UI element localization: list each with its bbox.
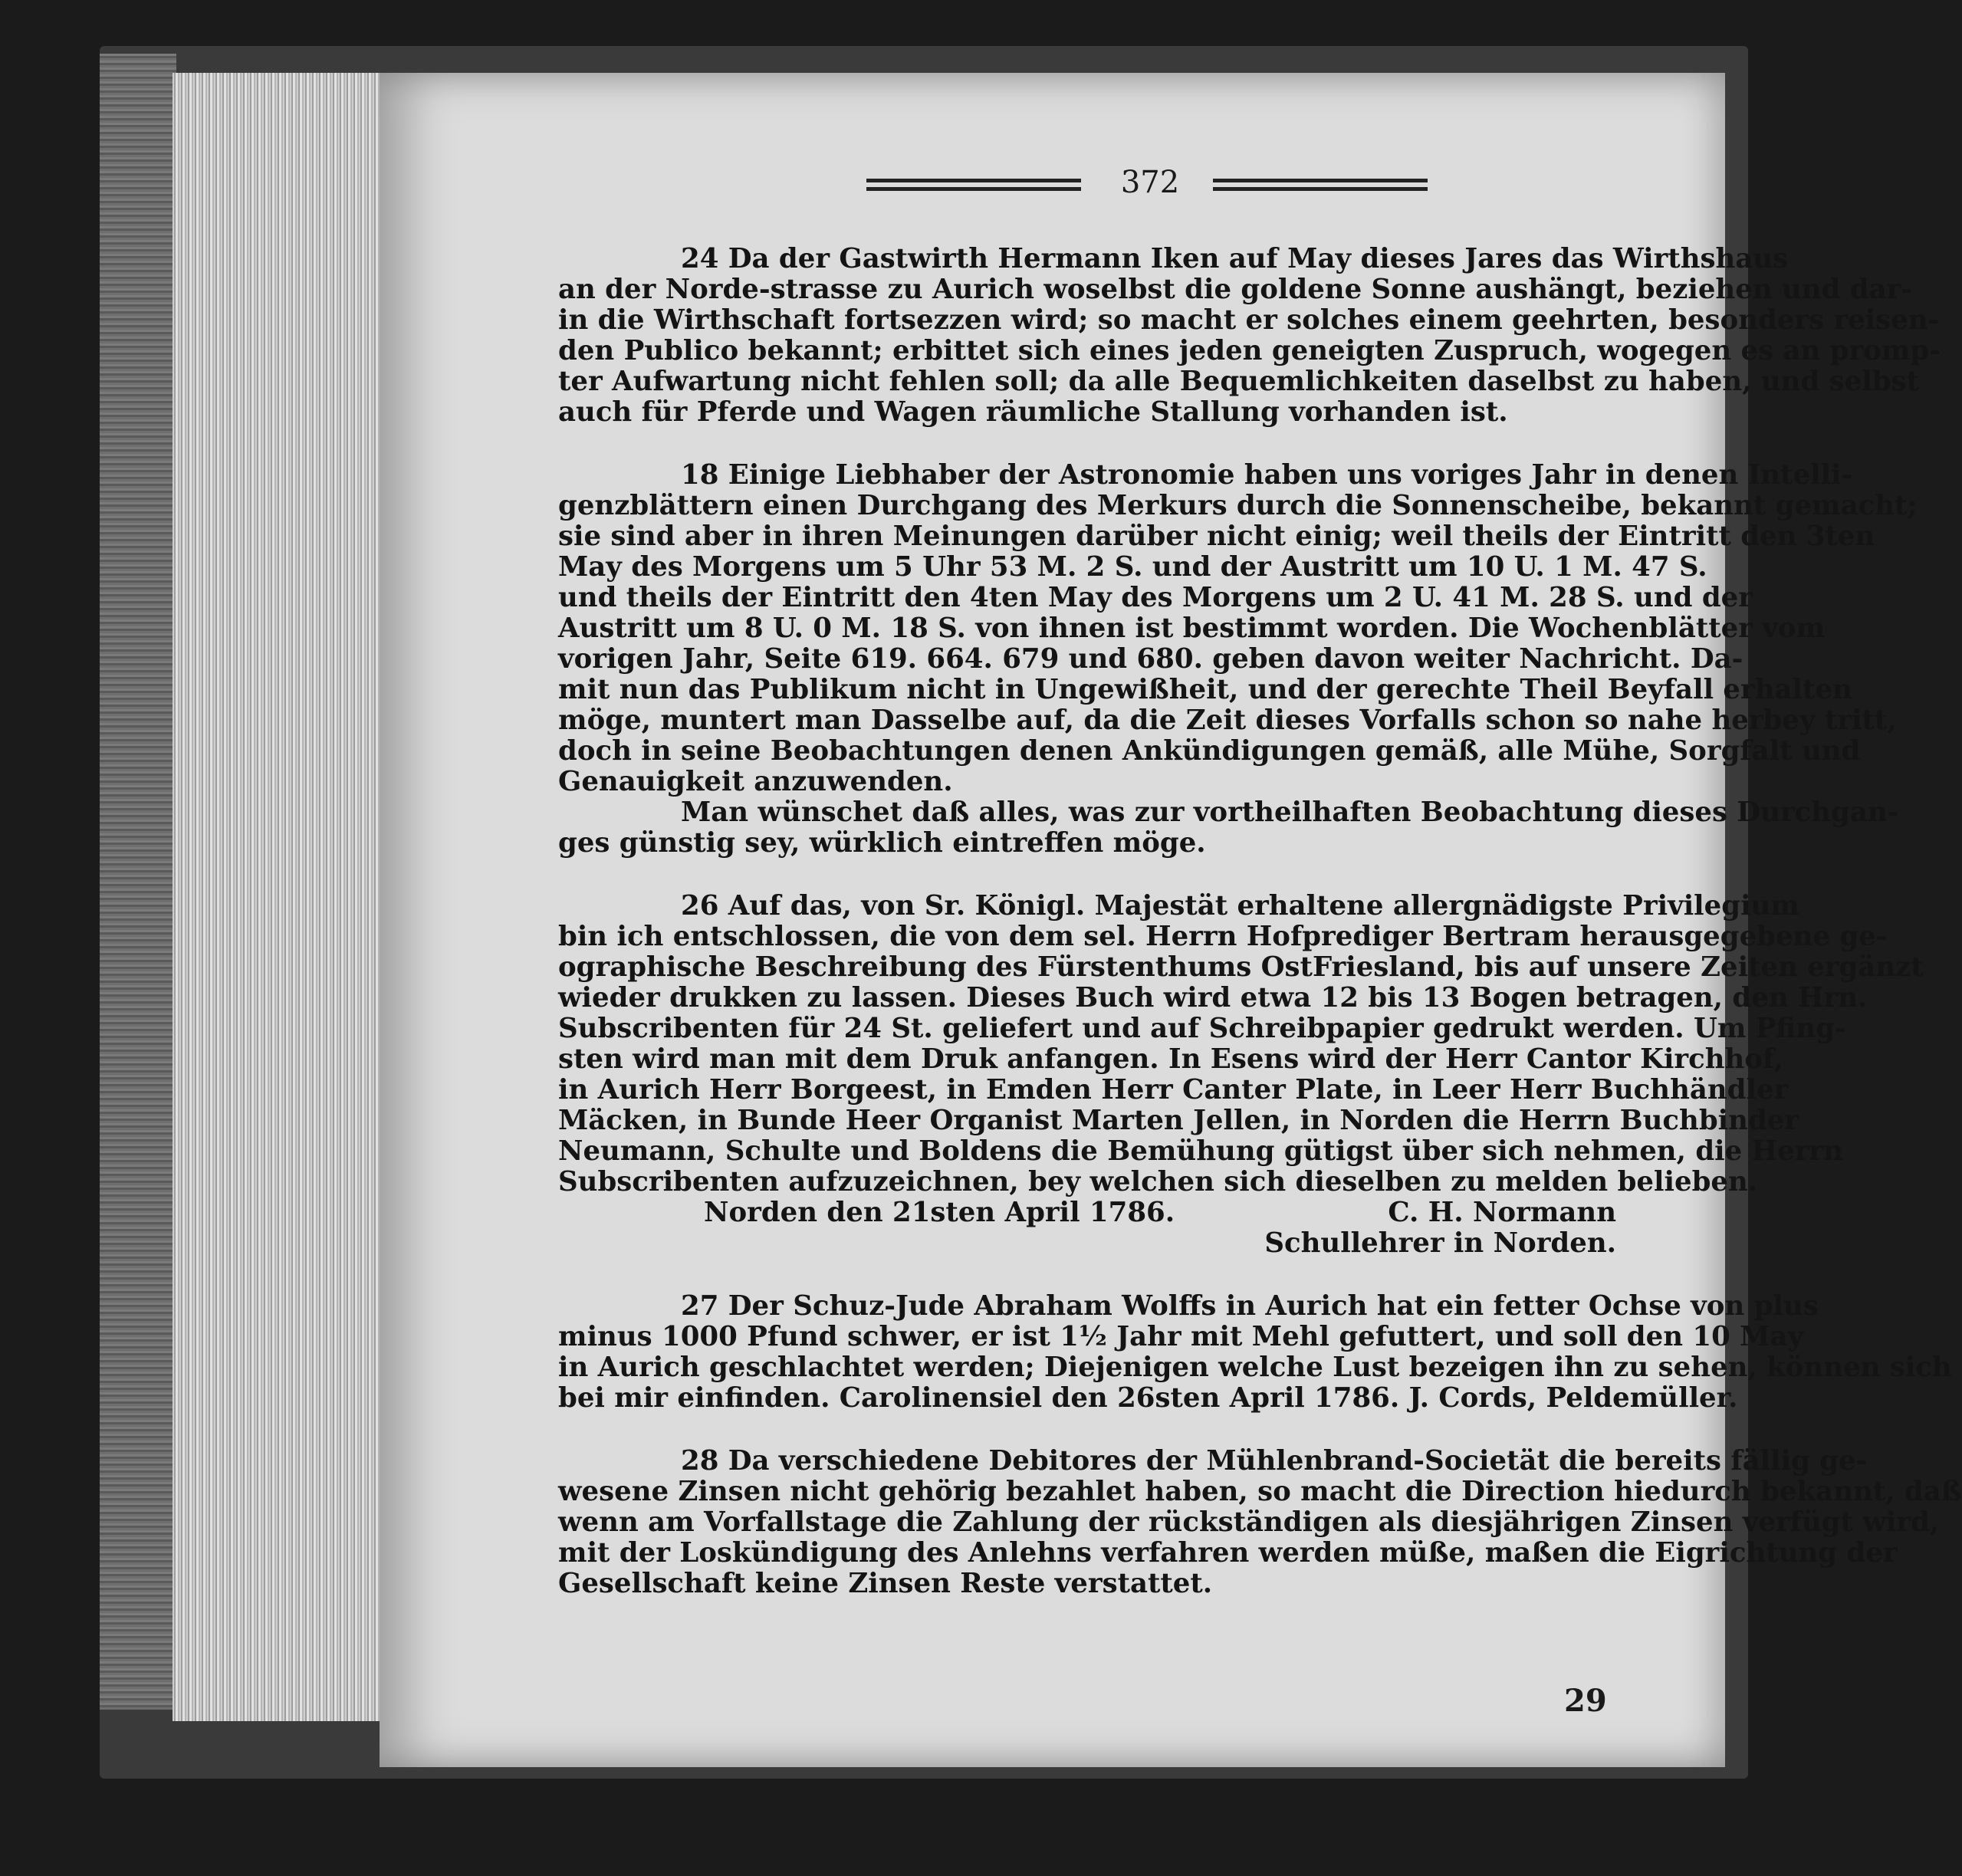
notice-line: wieder drukken zu lassen. Dieses Buch wird etwa 12 bis 13 Bogen betragen, den Hrn. [558, 982, 1868, 1014]
header-rule-right [1213, 179, 1428, 191]
signer-name: C. H. Normann [1388, 1197, 1616, 1228]
notice-line: sten wird man mit dem Druk anfangen. In Esens wird der Herr Cantor Kirchhof, [558, 1043, 1783, 1075]
notice-line: Mäcken, in Bunde Heer Organist Marten Jellen, in Norden die Herrn Buchbinder [558, 1105, 1799, 1136]
notice-line: 26 Auf das, von Sr. Königl. Majestät erhaltene allergnädigste Privilegium [681, 890, 1799, 922]
notice-line: an der Norde-strasse zu Aurich woselbst die goldene Sonne aushängt, beziehen und dar- [558, 274, 1913, 305]
notice-line: mit nun das Publikum nicht in Ungewißheit, und der gerechte Theil Beyfall erhalten [558, 674, 1852, 705]
signer-role: Schullehrer in Norden. [1264, 1227, 1616, 1259]
notice-line: vorigen Jahr, Seite 619. 664. 679 und 680. geben davon weiter Nachricht. Da- [558, 643, 1743, 675]
notice-line: doch in seine Beobachtungen denen Ankündigungen gemäß, alle Mühe, Sorgfalt und [558, 735, 1861, 767]
notice-line: auch für Pferde und Wagen räumliche Stallung vorhanden ist. [558, 396, 1508, 428]
notice-line: in Aurich geschlachtet werden; Diejenigen welche Lust bezeigen ihn zu sehen, können sich [558, 1352, 1952, 1383]
notice-28 [558, 1445, 1962, 1599]
header-rule-left [866, 179, 1081, 191]
notice-24 [558, 243, 1941, 428]
notice-line: ographische Beschreibung des Fürstenthums OstFriesland, bis auf unsere Zeiten ergänzt [558, 951, 1924, 983]
page-stack [173, 73, 380, 1721]
notice-line: mit der Loskündigung des Anlehns verfahren werden müße, maßen die Eigrichtung der [558, 1537, 1898, 1569]
notice-line: Subscribenten aufzuzeichnen, bey welchen sich dieselben zu melden belieben. [558, 1166, 1758, 1198]
page-header [859, 165, 1441, 203]
notice-line: ter Aufwartung nicht fehlen soll; da alle Bequemlichkeiten daselbst zu haben, und selbst [558, 366, 1919, 397]
notice-line: Gesellschaft keine Zinsen Reste verstattet. [558, 1568, 1213, 1599]
notice-line: 28 Da verschiedene Debitores der Mühlenbrand-Societät die bereits fällig ge- [681, 1445, 1868, 1477]
notice-26 [558, 890, 1924, 1259]
notice-line: May des Morgens um 5 Uhr 53 M. 2 S. und der Austritt um 10 U. 1 M. 47 S. [558, 551, 1707, 583]
notice-18 [558, 459, 1918, 859]
notice-line: in Aurich Herr Borgeest, in Emden Herr Canter Plate, in Leer Herr Buchhändler [558, 1074, 1789, 1106]
cover-edge [100, 54, 176, 1710]
notice-line: 18 Einige Liebhaber der Astronomie haben uns voriges Jahr in denen Intelli- [681, 459, 1853, 491]
notice-line: Genauigkeit anzuwenden. [558, 766, 953, 797]
notice-line: Subscribenten für 24 St. geliefert und auf Schreibpapier gedrukt werden. Um Pfing- [558, 1013, 1846, 1044]
signature-row [558, 1198, 1662, 1228]
notice-line: und theils der Eintritt den 4ten May des Morgens um 2 U. 41 M. 28 S. und der [558, 582, 1753, 613]
page-body [558, 243, 1962, 1599]
notice-line: wesene Zinsen nicht gehörig bezahlet haben, so macht die Direction hiedurch bekannt, daß [558, 1476, 1962, 1507]
notice-27 [558, 1290, 1952, 1414]
notice-line: ges günstig sey, würklich eintreffen möge. [558, 827, 1206, 859]
notice-line: bin ich entschlossen, die von dem sel. Herrn Hofprediger Bertram herausgegebene ge- [558, 921, 1888, 952]
notice-line: sie sind aber in ihren Meinungen darüber nicht einig; weil theils der Eintritt den 3ten [558, 521, 1875, 552]
notice-line: genzblättern einen Durchgang des Merkurs durch die Sonnenscheibe, bekannt gemacht; [558, 490, 1918, 521]
notice-line: den Publico bekannt; erbittet sich eines jeden geneigten Zuspruch, wogegen es an promp- [558, 335, 1941, 366]
signer-role-row [558, 1228, 1662, 1259]
place-date: Norden den 21sten April 1786. [704, 1197, 1175, 1228]
notice-line: Man wünschet daß alles, was zur vortheilhaften Beobachtung dieses Durchgan- [681, 797, 1899, 828]
notice-line: minus 1000 Pfund schwer, er ist 1½ Jahr mit Mehl gefuttert, und soll den 10 May [558, 1321, 1804, 1352]
signature-mark: 29 [1564, 1683, 1607, 1719]
notice-line: möge, muntert man Dasselbe auf, da die Zeit dieses Vorfalls schon so nahe herbey tritt, [558, 705, 1897, 736]
notice-line: Neumann, Schulte und Boldens die Bemühung gütigst über sich nehmen, die Herrn [558, 1135, 1843, 1167]
notice-line: 27 Der Schuz-Jude Abraham Wolffs in Aurich hat ein fetter Ochse von plus [681, 1290, 1819, 1322]
notice-line: 24 Da der Gastwirth Hermann Iken auf May dieses Jares das Wirthshaus [681, 243, 1789, 274]
notice-line: in die Wirthschaft fortsezzen wird; so macht er solches einem geehrten, besonders reisen- [558, 304, 1940, 336]
notice-line: bei mir einfinden. Carolinensiel den 26sten April 1786. J. Cords, Peldemüller. [558, 1382, 1738, 1414]
notice-line: Austritt um 8 U. 0 M. 18 S. von ihnen ist bestimmt worden. Die Wochenblätter vom [558, 613, 1826, 644]
notice-line: wenn am Vorfallstage die Zahlung der rückständigen als diesjährigen Zinsen verfügt wird, [558, 1506, 1940, 1538]
page-number: 372 [1120, 165, 1180, 200]
